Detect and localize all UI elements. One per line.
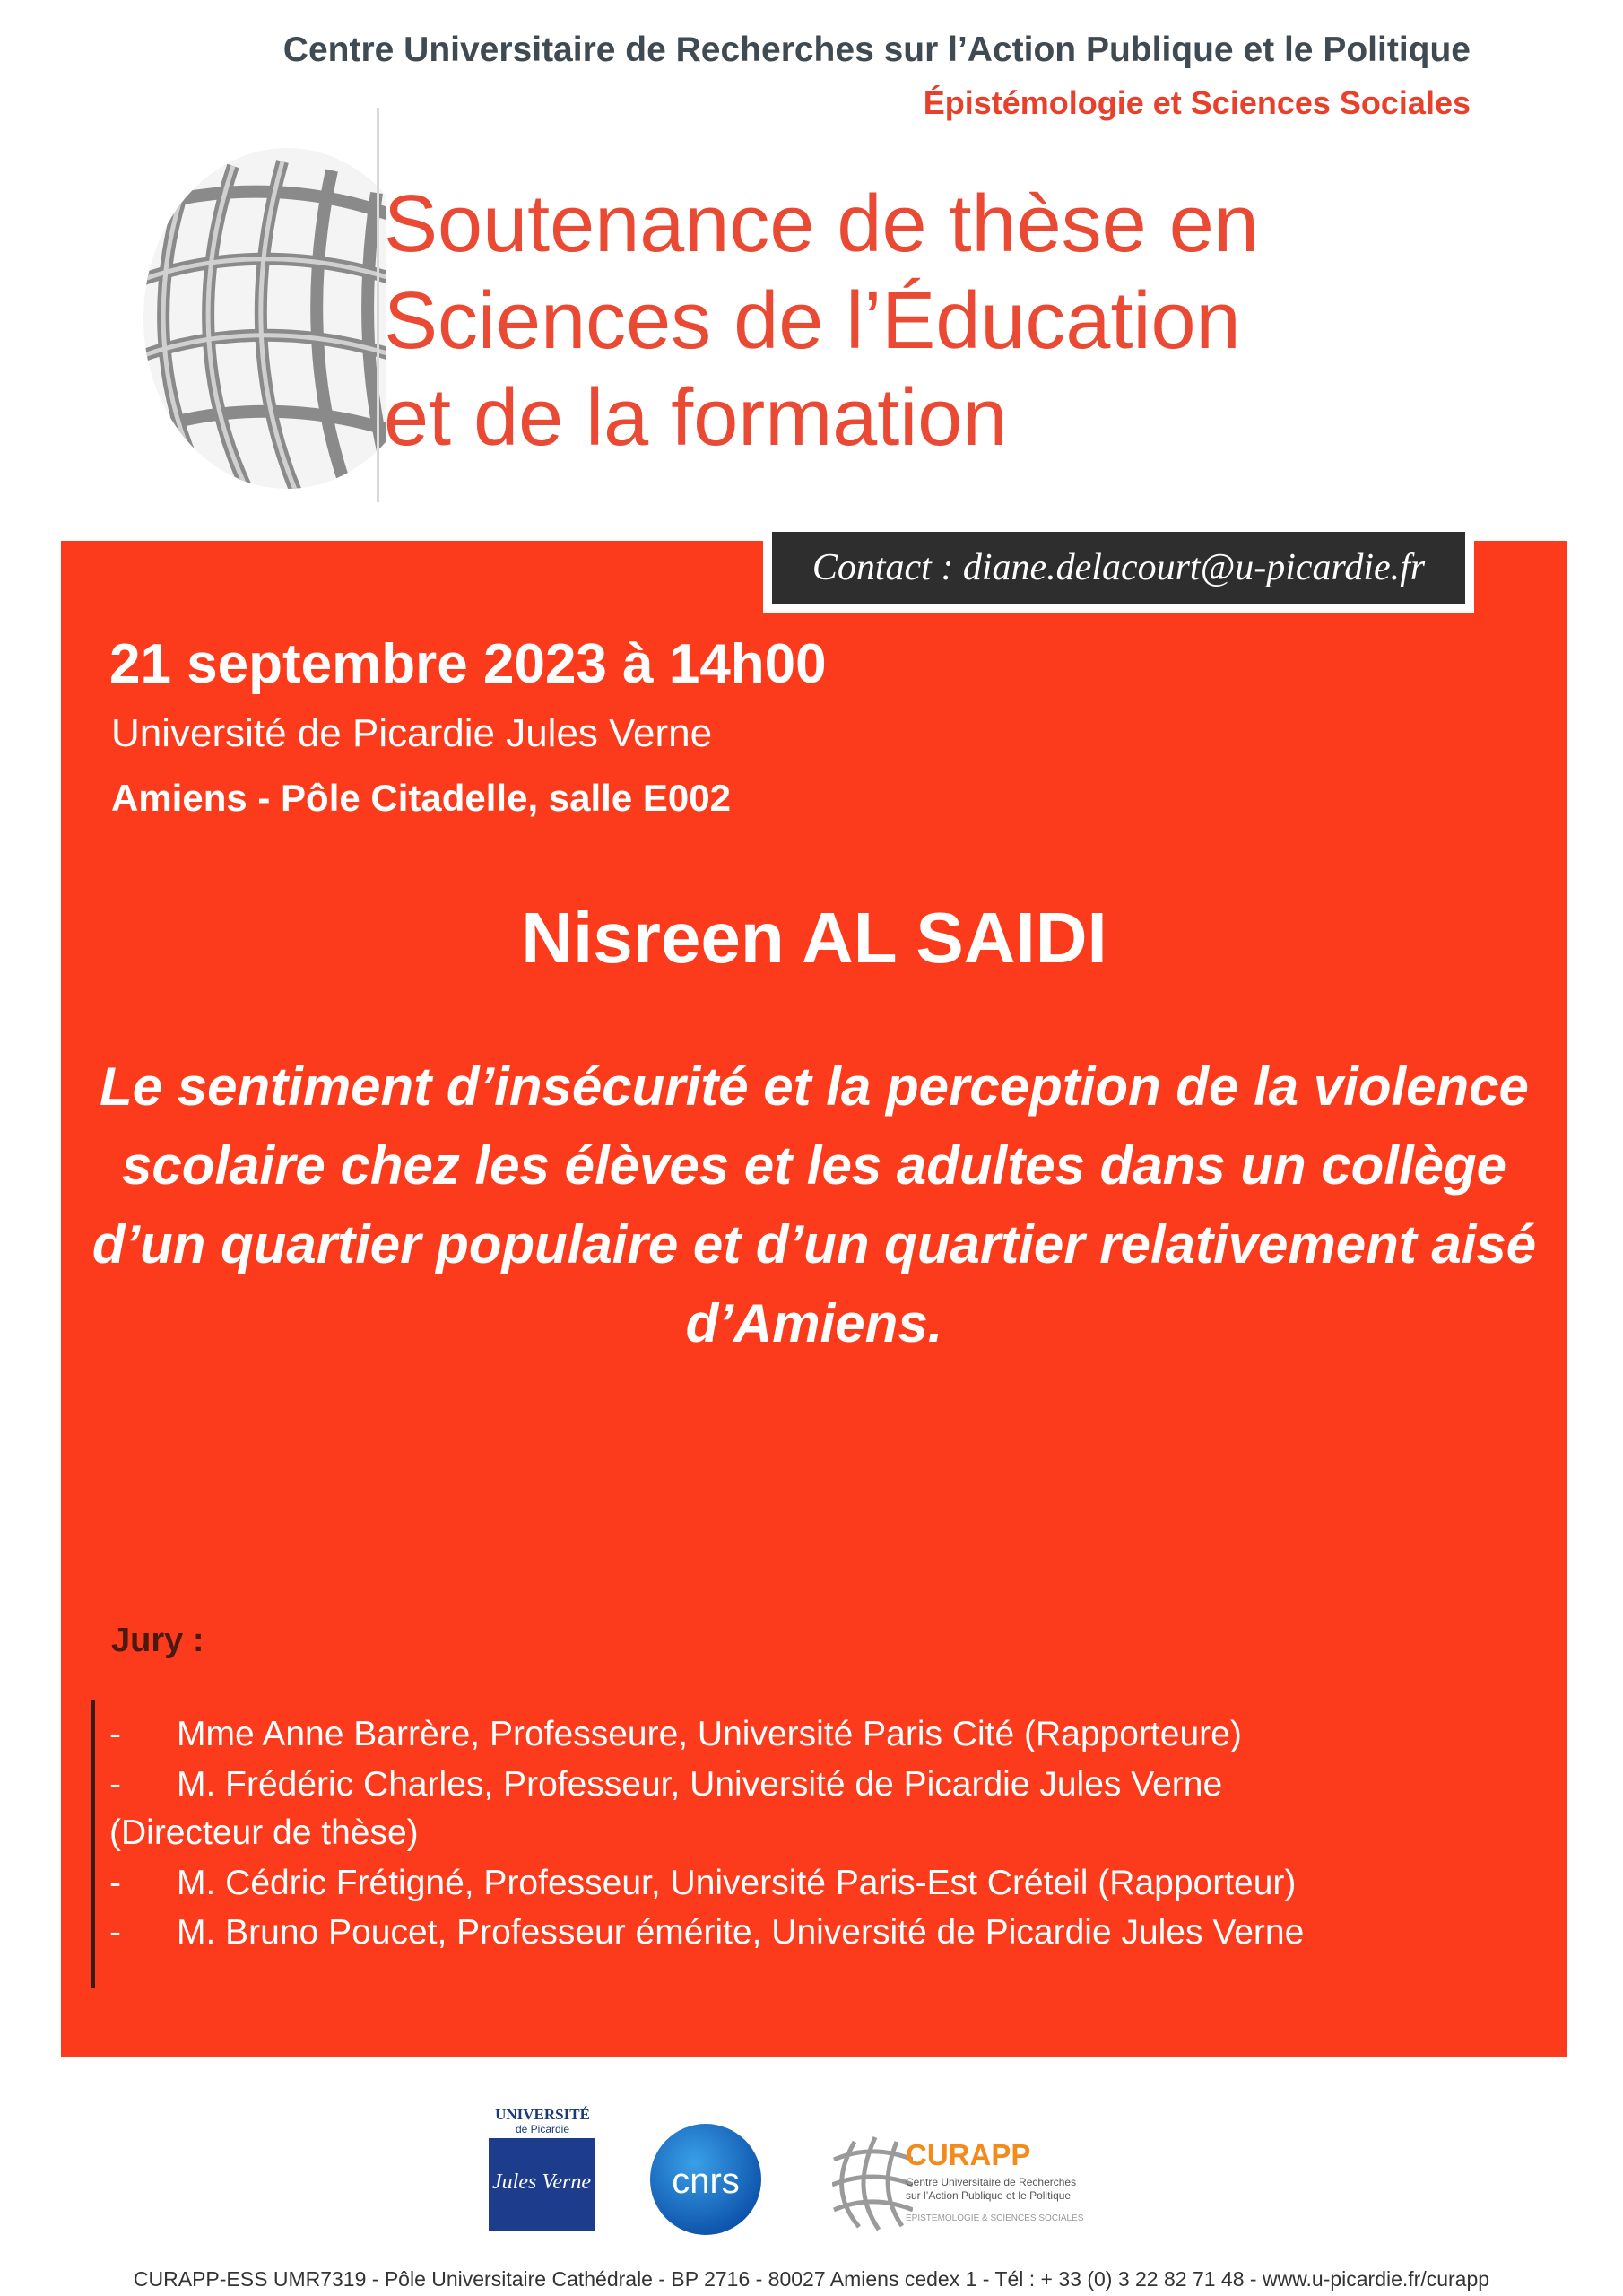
jury-dash: - <box>109 1913 121 1952</box>
event-type-line-2: Sciences de l’Éducation <box>384 276 1241 366</box>
jury-label: Jury : <box>111 1622 204 1659</box>
jury-member-text: M. Cédric Frétigné, Professeur, Université Paris-Est Créteil (Rapporteur) <box>177 1864 1297 1902</box>
curapp-globe-icon <box>832 2133 913 2231</box>
globe-logo-icon <box>135 148 386 507</box>
upjv-logo-title: UNIVERSITÉ <box>495 2106 590 2123</box>
jury-member-continuation: (Directeur de thèse) <box>109 1813 419 1852</box>
jury-dash: - <box>109 1864 121 1902</box>
jury-member <box>109 1715 1242 1754</box>
event-university: Université de Picardie Jules Verne <box>111 711 713 755</box>
jury-bar <box>91 1700 95 1988</box>
candidate-name: Nisreen AL SAIDI <box>521 898 1107 978</box>
event-type-line-1: Soutenance de thèse en <box>384 179 1259 269</box>
event-place: Amiens - Pôle Citadelle, salle E002 <box>111 777 731 819</box>
thesis-title: Le sentiment d’insécurité et la perception de la violence scolaire chez les élèves et les adultes dans un collège d’un quartier populaire et d’un quartier relativement aisé d’Amiens. <box>91 1057 1537 1353</box>
jury-member <box>109 1864 1296 1903</box>
curapp-logo-tagline: ÉPISTÉMOLOGIE & SCIENCES SOCIALES <box>906 2213 1084 2223</box>
jury-member-text: M. Bruno Poucet, Professeur émérite, Université de Picardie Jules Verne <box>177 1913 1305 1952</box>
footer-address: CURAPP-ESS UMR7319 - Pôle Universitaire Cathédrale - BP 2716 - 80027 Amiens cedex 1 - Tél : + 33 (0) 3 22 82 71 48 - www.u-picardie.fr/curapp <box>133 2267 1490 2291</box>
event-type-line-3: et de la formation <box>384 373 1008 463</box>
cnrs-logo-text: cnrs <box>672 2161 740 2201</box>
curapp-logo-desc: sur l’Action Publique et le Politique <box>906 2189 1072 2202</box>
jury-member-text: M. Frédéric Charles, Professeur, Université de Picardie Jules Verne <box>177 1765 1223 1804</box>
jury-dash: - <box>109 1715 121 1753</box>
event-date: 21 septembre 2023 à 14h00 <box>109 633 827 695</box>
jury-member <box>109 1765 1222 1805</box>
organization-subtitle: Épistémologie et Sciences Sociales <box>923 84 1471 121</box>
upjv-logo-signature: Jules Verne <box>492 2170 591 2194</box>
header-divider <box>377 108 379 502</box>
curapp-logo-name: CURAPP <box>906 2138 1031 2171</box>
jury-member <box>109 1913 1304 1952</box>
jury-member-text: Mme Anne Barrère, Professeure, Université Paris Cité (Rapporteure) <box>177 1715 1242 1753</box>
cnrs-logo <box>647 2121 764 2238</box>
organization-title: Centre Universitaire de Recherches sur l’Action Publique et le Politique <box>282 30 1471 69</box>
jury-dash: - <box>109 1765 121 1804</box>
contact-email[interactable]: Contact : diane.delacourt@u-picardie.fr <box>772 532 1465 604</box>
curapp-logo-desc: Centre Universitaire de Recherches <box>906 2176 1077 2188</box>
upjv-logo-subtitle: de Picardie <box>515 2123 570 2135</box>
